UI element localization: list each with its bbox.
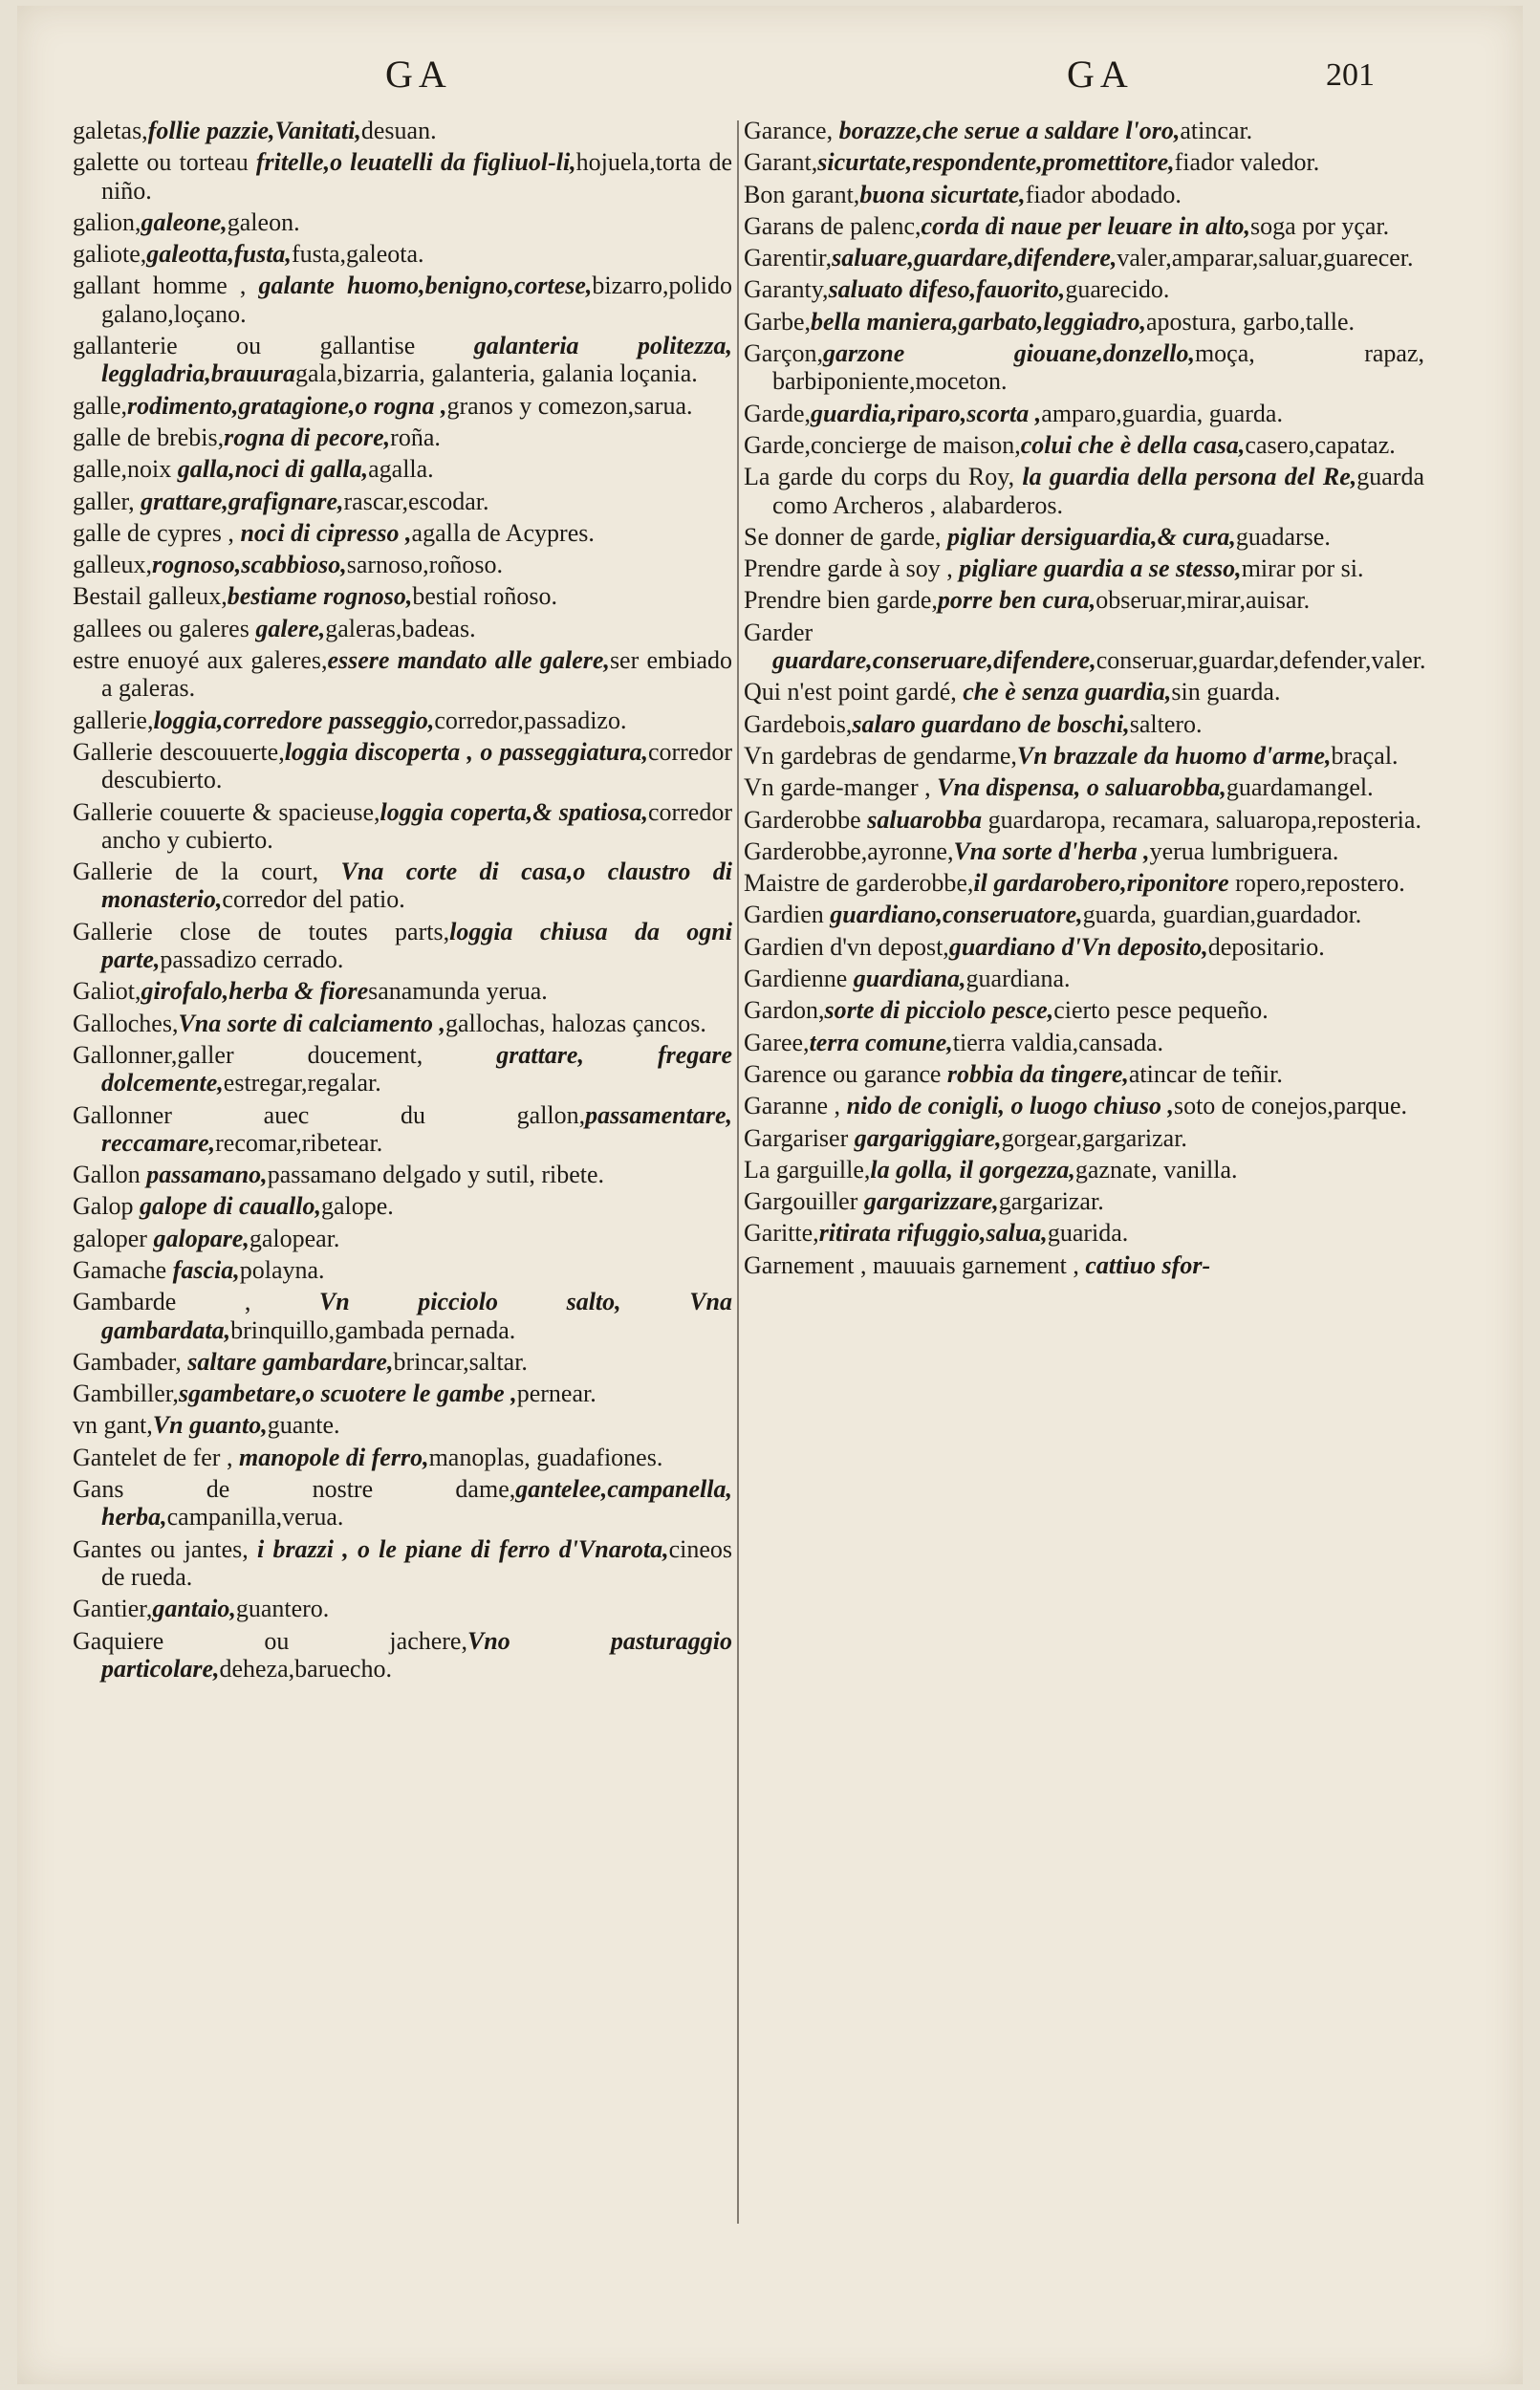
spanish-gloss: yerua lumbriguera. (1149, 836, 1339, 865)
dictionary-entry (73, 1010, 732, 1037)
spanish-gloss: fusta,galeota. (291, 240, 424, 269)
spanish-gloss: obseruar,mirar,auisar. (1095, 586, 1311, 615)
headword: Gardienne (744, 965, 854, 993)
headword: Garans de palenc, (744, 211, 922, 240)
italian-gloss: colui che è della casa, (1020, 430, 1246, 459)
italian-gloss: essere mandato alle galere, (327, 646, 610, 675)
spanish-gloss: corredor ancho y cubierto. (101, 797, 733, 854)
dictionary-entry (73, 208, 732, 236)
italian-gloss: fritelle,o leuatelli da figliuol-li, (255, 148, 576, 177)
dictionary-entry (744, 901, 1424, 928)
headword: Vn gardebras de gendarme, (744, 741, 1017, 770)
italian-gloss: corda di naue per leuare in alto, (921, 211, 1251, 240)
italian-gloss: Vna dispensa, o saluarobba, (937, 773, 1226, 802)
spanish-gloss: cineos de rueda. (101, 1534, 732, 1591)
italian-gloss: gargariggiare, (854, 1123, 1002, 1152)
headword: Garder (744, 618, 813, 646)
spanish-gloss: guarida. (1047, 1219, 1129, 1248)
headword: Bon garant, (744, 180, 860, 208)
dictionary-entry (73, 1348, 732, 1376)
headword: Gantier, (73, 1595, 153, 1623)
italian-gloss: galeotta,fusta, (146, 240, 292, 269)
dictionary-entry (73, 488, 732, 515)
headword: La garguille, (744, 1155, 871, 1184)
italian-gloss: i brazzi , o le piane di ferro d'Vnarota, (257, 1534, 669, 1563)
headword: Gardien (744, 901, 831, 929)
headword: Vn garde-manger , (744, 773, 938, 802)
dictionary-entry (744, 431, 1424, 459)
spanish-gloss: bestial roñoso. (412, 582, 557, 611)
italian-gloss: il gardarobero,riponitore (973, 869, 1236, 898)
dictionary-entry (744, 275, 1424, 303)
right-column (744, 117, 1424, 1283)
headword: galette ou torteau (73, 148, 256, 177)
headword: galle, (73, 391, 128, 420)
italian-gloss: Vna sorte d'herba , (953, 836, 1150, 865)
italian-gloss: guardiana, (853, 965, 966, 993)
spanish-gloss: estregar,regalar. (223, 1069, 381, 1097)
dictionary-entry (73, 1475, 732, 1532)
spanish-gloss: tierra valdia,cansada. (952, 1028, 1163, 1056)
dictionary-entry (744, 148, 1424, 176)
dictionary-entry (744, 996, 1424, 1024)
italian-gloss: manopole di ferro, (238, 1443, 429, 1471)
spanish-gloss: galopear. (249, 1224, 340, 1252)
italian-gloss: grattare,grafignare, (141, 487, 344, 515)
italian-gloss: Vn guanto, (152, 1411, 268, 1440)
italian-gloss: la golla, il gorgezza, (870, 1155, 1075, 1184)
spanish-gloss: manoplas, guadafiones. (428, 1443, 663, 1471)
italian-gloss: galope di cauallo, (140, 1192, 321, 1221)
spanish-gloss: desuan. (360, 117, 437, 144)
spanish-gloss: gaznate, vanilla. (1074, 1155, 1238, 1184)
italian-gloss: grattare, fregare dolcemente, (101, 1040, 732, 1097)
spanish-gloss: campanilla,verua. (166, 1503, 344, 1532)
italian-gloss: pigliare guardia a se stesso, (959, 554, 1242, 583)
headword: Qui n'est point gardé, (744, 678, 964, 706)
spanish-gloss: agalla. (368, 455, 434, 484)
spanish-gloss: agalla de Acypres. (411, 518, 595, 547)
italian-gloss: borazze,che serue a saldare l'oro, (838, 117, 1181, 144)
spanish-gloss: ropero,repostero. (1235, 869, 1405, 898)
running-head-left: GA (385, 53, 452, 96)
dictionary-entry (744, 244, 1424, 272)
dictionary-entry (73, 148, 732, 205)
spanish-gloss: gallochas, halozas çancos. (445, 1009, 706, 1037)
headword: galle,noix (73, 455, 178, 484)
dictionary-entry (73, 1627, 732, 1684)
dictionary-entry (73, 646, 732, 703)
italian-gloss: rogna di pecore, (224, 423, 391, 451)
dictionary-entry (73, 1288, 732, 1344)
dictionary-entry (744, 1156, 1424, 1184)
spanish-gloss: hojuela,torta de niño. (101, 148, 732, 205)
spanish-gloss: guadarse. (1235, 522, 1331, 551)
dictionary-entry (744, 869, 1424, 897)
page-number: 201 (1326, 57, 1375, 93)
headword: Galop (73, 1192, 141, 1221)
dictionary-entry (73, 977, 732, 1005)
dictionary-entry (73, 798, 732, 855)
spanish-gloss: corredor del patio. (222, 885, 405, 914)
running-head-right: GA (1067, 53, 1134, 96)
dictionary-entry (744, 619, 1424, 675)
headword: Gaquiere ou jachere, (73, 1626, 467, 1655)
spanish-gloss: galope. (320, 1192, 394, 1221)
headword: Gallon (73, 1161, 147, 1189)
running-head (17, 52, 1523, 109)
spanish-gloss: fiador abodado. (1025, 180, 1182, 208)
headword: Gallerie close de toutes parts, (73, 917, 450, 945)
headword: gallant homme , (73, 272, 259, 300)
spanish-gloss: ser embiado a galeras. (101, 646, 732, 703)
headword: Garant, (744, 148, 818, 177)
dictionary-entry (744, 400, 1424, 427)
dictionary-entry (744, 933, 1424, 961)
dictionary-entry (744, 965, 1424, 992)
headword: Garitte, (744, 1219, 819, 1248)
headword: Garee, (744, 1028, 810, 1056)
dictionary-entry (744, 308, 1424, 336)
spanish-gloss: sin guarda. (1171, 678, 1281, 706)
spanish-gloss: rascar,escodar. (343, 487, 489, 515)
dictionary-entry (73, 706, 732, 734)
italian-gloss: galante huomo,benigno,cortese, (258, 272, 593, 300)
italian-gloss: saltare gambardare, (187, 1347, 394, 1376)
italian-gloss: guardiano d'Vn deposito, (948, 932, 1208, 961)
spanish-gloss: valer,amparar,saluar,guarecer. (1117, 244, 1414, 272)
italian-gloss: noci di cipresso , (240, 518, 412, 547)
headword: Prendre garde à soy , (744, 554, 960, 583)
italian-gloss: porre ben cura, (937, 586, 1096, 615)
headword: Gallonner,galler doucement, (73, 1040, 497, 1069)
spanish-gloss: roña. (390, 423, 441, 451)
dictionary-entry (744, 1219, 1424, 1247)
dictionary-entry (744, 554, 1424, 582)
headword: Garçon, (744, 339, 824, 368)
spanish-gloss: guante. (267, 1411, 340, 1440)
headword: Garance, (744, 117, 839, 144)
italian-gloss: cattiuo sfor- (1085, 1250, 1211, 1279)
italian-gloss: Vna corte di casa,o claustro di monasterio, (101, 858, 733, 914)
dictionary-entry (744, 523, 1424, 551)
spanish-gloss: saltero. (1129, 709, 1203, 738)
headword: galle de brebis, (73, 423, 225, 451)
headword: galle de cypres , (73, 518, 241, 547)
headword: Gargariser (744, 1123, 855, 1152)
dictionary-entry (73, 1595, 732, 1622)
dictionary-entry (744, 117, 1424, 144)
dictionary-entry (73, 1225, 732, 1252)
spanish-gloss: gala,bizarria, galanteria, galania loçania. (295, 359, 698, 388)
dictionary-entry (73, 1192, 732, 1220)
italian-gloss: Vn brazzale da huomo d'arme, (1016, 741, 1332, 770)
italian-gloss: saluarobba (867, 805, 988, 834)
spanish-gloss: sarnoso,roñoso. (346, 551, 503, 579)
italian-gloss: Vna sorte di calciamento , (178, 1009, 445, 1037)
dictionary-entry (744, 1251, 1424, 1279)
dictionary-entry (744, 339, 1424, 396)
headword: La garde du corps du Roy, (744, 463, 1023, 491)
spanish-gloss: corredor descubierto. (101, 737, 733, 794)
italian-gloss: passamano, (146, 1161, 268, 1189)
italian-gloss: guardiano,conseruatore, (830, 901, 1083, 929)
spanish-gloss: guantero. (235, 1595, 330, 1623)
spanish-gloss: pernear. (516, 1380, 596, 1408)
italian-gloss: guardia,riparo,scorta , (811, 399, 1042, 427)
dictionary-entry (73, 858, 732, 914)
dictionary-entry (73, 392, 732, 420)
dictionary-entry (73, 117, 732, 144)
headword: Gantelet de fer , (73, 1443, 239, 1471)
spanish-gloss: cierto pesce pequeño. (1053, 996, 1269, 1025)
italian-gloss: terra comune, (809, 1028, 953, 1056)
spanish-gloss: moça, rapaz, barbiponiente,moceton. (772, 339, 1424, 396)
spanish-gloss: recomar,ribetear. (215, 1128, 383, 1157)
spanish-gloss: granos y comezon,sarua. (446, 391, 693, 420)
dictionary-entry (73, 582, 732, 610)
headword: Garde, (744, 399, 812, 427)
italian-gloss: sorte di picciolo pesce, (824, 996, 1054, 1025)
italian-gloss: loggia discoperta , o passeggiatura, (284, 737, 648, 766)
spanish-gloss: sanamunda yerua. (368, 977, 548, 1006)
italian-gloss: galanteria politezza, leggladria,brauura (101, 332, 732, 388)
headword: Gargouiller (744, 1187, 864, 1216)
italian-gloss: rognoso,scabbioso, (152, 551, 347, 579)
italian-gloss: passamentare, reccamare, (101, 1100, 732, 1157)
headword: galetas, (73, 117, 148, 144)
dictionary-entry (744, 1029, 1424, 1056)
spanish-gloss: passamano delgado y sutil, ribete. (267, 1161, 605, 1189)
spanish-gloss: gorgear,gargarizar. (1001, 1123, 1187, 1152)
italian-gloss: saluare,guardare,difendere, (832, 244, 1117, 272)
dictionary-entry (73, 551, 732, 578)
spanish-gloss: gargarizar. (998, 1187, 1104, 1216)
dictionary-entry (744, 678, 1424, 706)
headword: estre enuoyé aux galeres, (73, 646, 328, 675)
italian-gloss: la guardia della persona del Re, (1022, 463, 1357, 491)
italian-gloss: Vno pasturaggio particolare, (101, 1626, 732, 1683)
italian-gloss: guardare,conseruare,difendere, (772, 646, 1096, 675)
italian-gloss: fascia, (172, 1255, 240, 1284)
headword: galler, (73, 487, 141, 515)
headword: Se donner de garde, (744, 522, 947, 551)
italian-gloss: buona sicurtate, (859, 180, 1026, 208)
dictionary-entry (744, 742, 1424, 770)
headword: Gallerie de la court, (73, 858, 341, 886)
spanish-gloss: guardamangel. (1225, 773, 1374, 802)
italian-gloss: saluato difeso,fauorito, (828, 275, 1066, 304)
headword: Bestail galleux, (73, 582, 228, 611)
headword: Gambarde , (73, 1288, 319, 1316)
dictionary-entry (73, 455, 732, 483)
dictionary-entry (744, 1124, 1424, 1152)
spanish-gloss: brinquillo,gambada pernada. (230, 1315, 516, 1344)
spanish-gloss: guarda como Archeros , alabarderos. (772, 463, 1424, 519)
spanish-gloss: fiador valedor. (1174, 148, 1320, 177)
italian-gloss: pigliar dersiguardia,& cura, (946, 522, 1236, 551)
dictionary-entry (744, 710, 1424, 738)
headword: gallanterie ou gallantise (73, 332, 474, 360)
headword: Garbe, (744, 307, 812, 336)
headword: Gardien d'vn depost, (744, 932, 949, 961)
italian-gloss: rodimento,gratagione,o rogna , (127, 391, 447, 420)
spanish-gloss: amparo,guardia, guarda. (1041, 399, 1283, 427)
italian-gloss: galopare, (153, 1224, 249, 1252)
dictionary-entry (73, 1101, 732, 1158)
headword: Garence ou garance (744, 1059, 947, 1088)
spanish-gloss: atincar. (1180, 117, 1253, 144)
italian-gloss: nido de conigli, o luogo chiuso , (846, 1092, 1174, 1120)
italian-gloss: girofalo,herba & fiore (141, 977, 369, 1006)
italian-gloss: sgambetare,o scuotere le gambe , (178, 1380, 517, 1408)
italian-gloss: loggia coperta,& spatiosa, (380, 797, 648, 826)
dictionary-entry (744, 773, 1424, 801)
headword: Maistre de garderobbe, (744, 869, 974, 898)
italian-gloss: bestiame rognoso, (227, 582, 413, 611)
spanish-gloss: soga por yçar. (1250, 211, 1390, 240)
italian-gloss: sicurtate,respondente,promettitore, (817, 148, 1175, 177)
spanish-gloss: bizarro,polido galano,loçano. (101, 272, 732, 328)
spanish-gloss: galeras,badeas. (325, 614, 476, 642)
headword: Gantes ou jantes, (73, 1534, 257, 1563)
dictionary-entry (744, 181, 1424, 208)
spanish-gloss: mirar por si. (1241, 554, 1364, 583)
column-divider (737, 120, 739, 2224)
headword: Galloches, (73, 1009, 179, 1037)
italian-gloss: gargarizzare, (863, 1187, 999, 1216)
headword: Gardon, (744, 996, 825, 1025)
dictionary-entry (73, 424, 732, 451)
spanish-gloss: soto de conejos,parque. (1173, 1092, 1407, 1120)
headword: Gallerie couuerte & spacieuse, (73, 797, 380, 826)
left-column (73, 117, 732, 1686)
spanish-gloss: atincar de teñir. (1128, 1059, 1283, 1088)
dictionary-entry (73, 1411, 732, 1439)
dictionary-entry (73, 1161, 732, 1188)
dictionary-entry (73, 1535, 732, 1592)
headword: Garanty, (744, 275, 829, 304)
headword: Prendre bien garde, (744, 586, 938, 615)
italian-gloss: galla,noci di galla, (177, 455, 369, 484)
italian-gloss: ritirata rifuggio,salua, (818, 1219, 1048, 1248)
dictionary-entry (73, 1041, 732, 1097)
dictionary-entry (744, 1060, 1424, 1088)
italian-gloss: salaro guardano de boschi, (852, 709, 1130, 738)
headword: Galiot, (73, 977, 141, 1006)
dictionary-entry (744, 1092, 1424, 1119)
headword: Garentir, (744, 244, 833, 272)
spanish-gloss: guarecido. (1065, 275, 1170, 304)
italian-gloss: bella maniera,garbato,leggiadro, (811, 307, 1147, 336)
italian-gloss: galere, (255, 614, 326, 642)
headword: gallees ou galeres (73, 614, 256, 642)
spanish-gloss: corredor,passadizo. (434, 706, 627, 734)
dictionary-entry (744, 586, 1424, 614)
spanish-gloss: polayna. (239, 1255, 325, 1284)
dictionary-entry (744, 463, 1424, 519)
dictionary-entry (73, 332, 732, 388)
italian-gloss: loggia,corredore passeggio, (153, 706, 435, 734)
dictionary-entry (744, 212, 1424, 240)
headword: Gallerie descouuerte, (73, 737, 285, 766)
spanish-gloss: guardiana. (965, 965, 1071, 993)
dictionary-entry (73, 240, 732, 268)
italian-gloss: loggia chiusa da ogni parte, (101, 917, 732, 974)
dictionary-entry (744, 1187, 1424, 1215)
italian-gloss: Vn picciolo salto, Vna gambardata, (101, 1288, 733, 1344)
headword: Garanne , (744, 1092, 847, 1120)
dictionary-entry (744, 806, 1424, 834)
spanish-gloss: braçal. (1331, 741, 1399, 770)
headword: Gambader, (73, 1347, 188, 1376)
dictionary-entry (744, 837, 1424, 865)
italian-gloss: che è senza guardia, (963, 678, 1172, 706)
headword: Gallonner auec du gallon, (73, 1100, 586, 1129)
italian-gloss: gantelee,campanella, herba, (101, 1475, 732, 1532)
headword: Gans de nostre dame, (73, 1475, 516, 1504)
headword: Garnement , mauuais garnement , (744, 1250, 1086, 1279)
dictionary-entry (73, 1380, 732, 1407)
headword: Garderobbe,ayronne, (744, 836, 954, 865)
headword: Garderobbe (744, 805, 868, 834)
spanish-gloss: casero,capataz. (1245, 430, 1396, 459)
spanish-gloss: depositario. (1207, 932, 1325, 961)
italian-gloss: robbia da tingere, (946, 1059, 1129, 1088)
headword: galiote, (73, 240, 147, 269)
italian-gloss: garzone giouane,donzello, (823, 339, 1195, 368)
spanish-gloss: conseruar,guardar,defender,valer. (1095, 646, 1426, 675)
headword: vn gant, (73, 1411, 153, 1440)
headword: Gardebois, (744, 709, 853, 738)
spanish-gloss: guarda, guardian,guardador. (1082, 901, 1362, 929)
headword: Garde,concierge de maison, (744, 430, 1021, 459)
dictionary-entry (73, 519, 732, 547)
headword: galleux, (73, 551, 153, 579)
spanish-gloss: passadizo cerrado. (160, 945, 344, 974)
italian-gloss: gantaio, (152, 1595, 236, 1623)
italian-gloss: galeone, (141, 207, 228, 236)
headword: Gambiller, (73, 1380, 179, 1408)
dictionary-entry (73, 738, 732, 794)
spanish-gloss: galeon. (227, 207, 300, 236)
dictionary-entry (73, 918, 732, 974)
spanish-gloss: guardaropa, recamara, saluaropa,reposteria. (987, 805, 1421, 834)
italian-gloss: follie pazzie,Vanitati, (147, 117, 361, 144)
dictionary-entry (73, 1256, 732, 1284)
dictionary-entry (73, 615, 732, 642)
dictionary-entry (73, 1444, 732, 1471)
headword: gallerie, (73, 706, 154, 734)
headword: galoper (73, 1224, 154, 1252)
dictionary-page (17, 6, 1523, 2384)
headword: Gamache (73, 1255, 173, 1284)
spanish-gloss: dehezа,baruecho. (219, 1654, 392, 1683)
spanish-gloss: brincar,saltar. (393, 1347, 528, 1376)
dictionary-entry (73, 272, 732, 328)
spanish-gloss: apostura, garbo,talle. (1146, 307, 1356, 336)
headword: galion, (73, 207, 141, 236)
